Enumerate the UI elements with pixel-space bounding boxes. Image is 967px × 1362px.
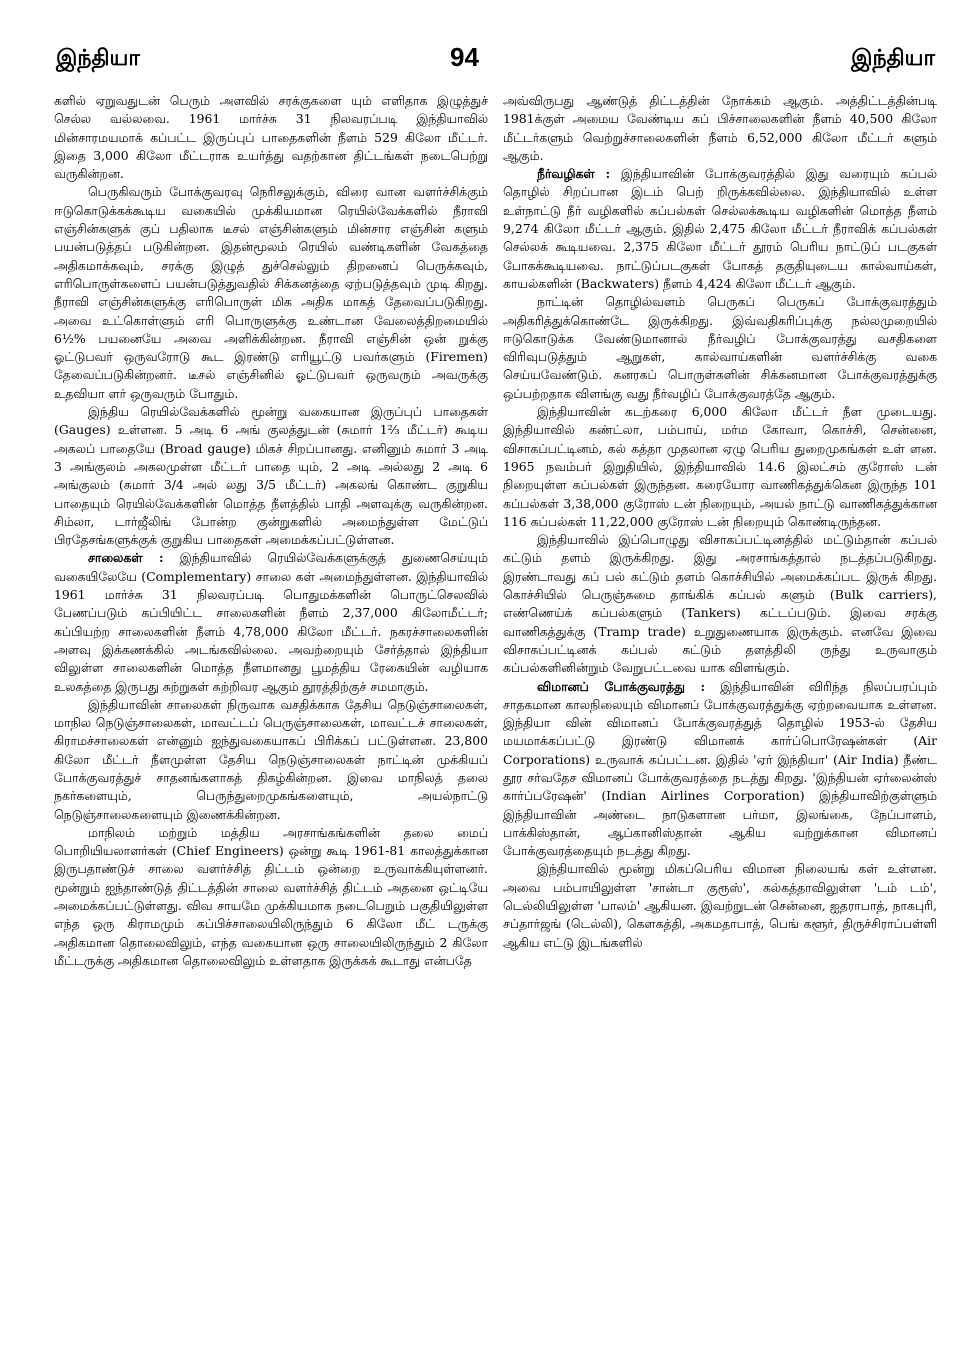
running-title-right: இந்தியா: [851, 46, 935, 71]
paragraph: [503, 403, 937, 531]
paragraph-text: பெருகிவரும் போக்குவரவு நெரிசலுக்கும், விரை வான வளர்ச்சிக்கும் ஈடுகொடுக்கக்கூடிய வகையில் முக்கியமான ரெயில்வேக்களில் நீராவி எஞ்சின்களுக் குப் பதிலாக டீசல் எஞ்சின்களும் மின்சார எஞ்சின் களும் பயன்படுத்தப் படுகின்றன. இதன்மூலம் ரெயில் வண்டிகளின் வேகத்தை அதிகமாக்கவும், சரக்கு இழுத் துச்செல்லும் திறனைப் பெருக்கவும், எரிபொருள்களைப் பயன்படுத்துவதில் சிக்கனத்தை ஏற்படுத்தவும் முடி கிறது. நீராவி எஞ்சின்களுக்கு எரிபொருள் மிக அதிக மாகத் தேவைப்படுகிறது. அவை உட்கொள்ளும் எரி பொருளுக்கு உண்டான வேலைத்திறமையில் 6½% பயனையே அவை அளிக்கின்றன. நீராவி எஞ்சின் ஒன் றுக்கு ஓட்டுபவர் ஒருவரோடு கூட இரண்டு எரியூட்டு பவர்களும் (Firemen) தேவைப்படுகின்றனர். டீசல் எஞ்சினில் ஓட்டுபவர் ஒருவரும் அவருக்கு உதவியா ளர் ஒருவரும் போதும்.: [54, 184, 488, 401]
paragraph: [54, 696, 488, 824]
paragraph: [54, 824, 488, 970]
paragraph: [54, 549, 488, 695]
paragraph-text: இந்தியாவில் மூன்று மிகப்பெரிய விமான நிலையங் கள் உள்ளன. அவை பம்பாயிலுள்ள 'சான்டா குரூஸ்', கல்கத்தாவிலுள்ள 'டம் டம்', டெல்லியிலுள்ள 'பாலம்' ஆகியன. இவற்றுடன் சென்னை, ஐதராபாத், நாகபுரி, சப்தார்ஜங் (டெல்லி), கௌகத்தி, அகமதாபாத், பெங் களூர், திருச்சிராப்பள்ளி ஆகிய எட்டு இடங்களில்: [503, 861, 937, 950]
paragraph: [503, 92, 937, 165]
paragraph-text: இந்தியாவின் கடற்கரை 6,000 கிலோ மீட்டர் நீள முடையது. இந்தியாவில் கண்ட்லா, பம்பாய், மர்ம கோவா, கொச்சி, சென்னை, விசாகப்பட்டினம், கல் கத்தா முதலான ஏழு பெரிய துறைமுகங்கள் உள் ளன. 1965 நவம்பர் இறுதியில், இந்தியாவில் 14.6 இலட்சம் குரோஸ் டன் நிறையுள்ள கப்பல்கள் இருந்தன. கரையோர வாணிகத்துக்கென இருந்த 101 கப்பல்கள் 3,38,000 குரோஸ் டன் நிறையும், அயல் நாட்டு வாணிகத்துக்கான 116 கப்பல்கள் 11,22,000 குரோஸ் டன் நிறையும் கொண்டிருந்தன.: [503, 404, 937, 529]
paragraph: [503, 860, 937, 951]
section-heading: நீர்வழிகள் :: [537, 166, 611, 182]
paragraph-text: இந்தியாவின் போக்குவரத்தில் இது வரையும் கப்பல் தொழில் சிறப்பான இடம் பெற் றிருக்கவில்லை. இந்தியாவில் உள்ள உள்நாட்டு நீர் வழிகளில் கப்பல்கள் செல்லக்கூடிய வழிகளின் மொத்த நீளம் 9,274 கிலோ மீட்டர் ஆகும். இதில் 2,475 கிலோ மீட்டர் நீராவிக் கப்பல்கள் செல்லக் கூடியவை. 2,375 கிலோ மீட்டர் தூரம் பெரிய நாட்டுப் படகுகள் போகக்கூடியவை. நாட்டுப்படகுகள் போகத் தகுதியுடைய கால்வாய்கள், காயல்களின் (Backwaters) நீளம் 4,424 கிலோ மீட்டர் ஆகும்.: [503, 166, 937, 291]
paragraph-text: களில் ஏறுவதுடன் பெரும் அளவில் சரக்குகளை யும் எளிதாக இழுத்துச் செல்ல வல்லவை. 1961 மார்ச்சு 31 நிலவரப்படி இந்தியாவில் மின்சாரமயமாக் கப்பட்ட இருப்புப் பாதைகளின் நீளம் 529 கிலோ மீட்டர். இதை 3,000 கிலோ மீட்டராக உயர்த்து வதற்கான திட்டங்கள் நடைபெற்று வருகின்றன.: [54, 93, 488, 182]
paragraph: [54, 183, 488, 403]
right-column: [503, 92, 937, 1332]
page-number: 94: [450, 42, 479, 72]
paragraph-text: அவ்விருபது ஆண்டுத் திட்டத்தின் நோக்கம் ஆகும். அத்திட்டத்தின்படி 1981க்குள் அமைய வேண்டிய கப் பிச்சாலைகளின் நீளம் 40,500 கிலோ மீட்டர்களும் வெற்றுச்சாலைகளின் நீளம் 6,52,000 கிலோ மீட்டர் களும் ஆகும்.: [503, 93, 937, 163]
paragraph-text: இந்தியாவின் விரிந்த நிலப்பரப்பும் சாதகமான காலநிலையும் விமானப் போக்குவரத்துக்கு ஏற்றவையாக உள்ளன. இந்தியா வின் விமானப் போக்குவரத்துத் தொழில் 1953-ல் தேசிய மயமாக்கப்பட்டு இரண்டு விமானக் கார்ப்பொரேஷன்கள் (Air Corporations) உருவாக் கப்பட்டன. இதில் 'ஏர் இந்தியா' (Air India) நீண்ட தூர சர்வதேச விமானப் போக்குவரத்தை நடத்து கிறது. 'இந்தியன் ஏர்லைன்ஸ் கார்ப்பரேஷன்' (Indian Airlines Corporation) இந்தியாவிற்குள்ளும் இந்தியாவின் அண்டை நாடுகளான பர்மா, இலங்கை, நேப்பாளம், பாக்கிஸ்தான், ஆப்கானிஸ்தான் ஆகிய வற்றுக்கான விமானப் போக்குவரத்தையும் நடத்து கிறது.: [503, 678, 937, 859]
section-heading: சாலைகள் :: [88, 550, 164, 566]
paragraph: [503, 293, 937, 403]
paragraph: [503, 531, 937, 677]
running-title-left: இந்தியா: [56, 46, 140, 71]
paragraph-text: இந்தியாவில் ரெயில்வேக்களுக்குத் துணைசெய்யும் வகையிலேயே (Complementary) சாலை கள் அமைந்துள்ளன. இந்தியாவில் 1961 மார்ச்சு 31 நிலவரப்படி பொதுமக்களின் பொருட்செலவில் பேணப்படும் கப்பியிட்ட சாலைகளின் நீளம் 2,37,000 கிலோமீட்டர்; கப்பியற்ற சாலைகளின் நீளம் 4,78,000 கிலோ மீட்டர். நகரச்சாலைகளின் அளவு இக்கணக்கில் அடங்கவில்லை. அவற்றையும் சேர்த்தால் இந்தியா விலுள்ள சாலைகளின் மொத்த நீளமானது பூமத்திய ரேகையின் வழியாக உலகத்தை இருபது சுற்றுகள் சுற்றிவர ஆகும் தூரத்திற்குச் சமமாகும்.: [54, 550, 488, 694]
page-header: [0, 42, 967, 86]
paragraph: [503, 678, 937, 861]
paragraph: [54, 92, 488, 183]
section-heading: விமானப் போக்குவரத்து :: [537, 678, 706, 694]
paragraph-text: இந்திய ரெயில்வேக்களில் மூன்று வகையான இருப்புப் பாதைகள் (Gauges) உள்ளன. 5 அடி 6 அங் குலத்துடன் (சுமார் 1⅔ மீட்டர்) கூடிய அகலப் பாதையே (Broad gauge) மிகச் சிறப்பானது. எனினும் சுமார் 3 அடி 3 அங்குலம் அகலமுள்ள மீட்டர் பாதை யும், 2 அடி அல்லது 2 அடி 6 அங்குலம் (சுமார் 3/4 அல் லது 3/5 மீட்டர்) அகலங் கொண்ட குறுகிய பாதையும் ரெயில்வேக்களின் மொத்த நீளத்தில் பாதி அளவுக்கு வருகின்றன. சிம்லா, டார்ஜீலிங் போன்ற குன்றுகளில் அமைந்துள்ள மேட்டுப் பிரதேசங்களுக்குக் குறுகிய பாதைகள் அமைக்கப்பட்டுள்ளன.: [54, 404, 488, 548]
paragraph: [54, 403, 488, 549]
left-column: [54, 92, 488, 1332]
paragraph-text: மாநிலம் மற்றும் மத்திய அரசாங்கங்களின் தலை மைப் பொறியியலாளர்கள் (Chief Engineers) ஒன்று கூடி 1961-81 காலத்துக்கான இருபதாண்டுச் சாலை வளர்ச்சித் திட்டம் ஒன்றை உருவாக்கியுள்ளனர். மூன்றும் ஐந்தாண்டுத் திட்டத்தின் சாலை வளர்ச்சித் திட்டம் அதனை ஒட்டியே அமைக்கப்பட்டுள்ளது. விவ சாயமே முக்கியமாக நடைபெறும் பகுதியிலுள்ள எந்த ஒரு கிராமமும் கப்பிச்சாலையிலிருந்தும் 6 கிலோ மீட் டருக்கு அதிகமான தொலைவிலும், எந்த வகையான ஒரு சாலையிலிருந்தும் 2 கிலோ மீட்டருக்கு அதிகமான தொலைவிலும் உள்ளதாக இருக்கக் கூடாது என்பதே: [54, 824, 488, 968]
paragraph-text: நாட்டின் தொழில்வளம் பெருகப் பெருகப் போக்குவரத்தும் அதிகரித்துக்கொண்டே இருக்கிறது. இவ்வதிகரிப்புக்கு நல்லமுறையில் ஈடுகொடுக்க வேண்டுமானால் நீர்வழிப் போக்குவரத்து வசதிகளை விரிவுபடுத்தும் ஆறுகள், கால்வாய்களின் வளர்ச்சிக்கு வகை செய்யவேண்டும். கனரகப் பொருள்களின் சிக்கனமான போக்குவரத்துக்கு ஒப்பற்றதாக விளங்கு வது நீர்வழிப் போக்குவரத்தே ஆகும்.: [503, 294, 937, 401]
paragraph: [503, 165, 937, 293]
paragraph-text: இந்தியாவின் சாலைகள் நிருவாக வசதிக்காக தேசிய நெடுஞ்சாலைகள், மாநில நெடுஞ்சாலைகள், மாவட்டப் பெருஞ்சாலைகள், மாவட்டச் சாலைகள், கிராமச்சாலைகள் என்னும் ஐந்துவகையாகப் பிரிக்கப் பட்டுள்ளன. 23,800 கிலோ மீட்டர் நீளமுள்ள தேசிய நெடுஞ்சாலைகள் நாட்டின் முக்கியப் போக்குவரத்துச் சாதனங்களாகத் திகழ்கின்றன. இவை மாநிலத் தலை நகர்களையும், பெருந்துறைமுகங்களையும், அயல்நாட்டு நெடுஞ்சாலைகளையும் இணைக்கின்றன.: [54, 696, 488, 822]
paragraph-text: இந்தியாவில் இப்பொழுது விசாகப்பட்டினத்தில் மட்டும்தான் கப்பல் கட்டும் தளம் இருக்கிறது. இது அரசாங்கத்தால் நடத்தப்படுகிறது. இரண்டாவது கப் பல் கட்டும் தளம் கொச்சியில் அமைக்கப்பட இருக் கிறது. கொச்சியில் பெருஞ்சுமை தாங்கிக் கப்பல் களும் (Bulk carriers), எண்ணெய்க் கப்பல்களும் (Tankers) கட்டப்படும். இவை சரக்கு வாணிகத்துக்கு (Tramp trade) உறுதுணையாக இருக்கும். எனவே இவை விசாகப்பட்டினக் கப்பல் கட்டும் தளத்திலி ருந்து உருவாகும் கப்பல்களினின்றும் வேறுபட்டவை யாக விளங்கும்.: [503, 532, 937, 676]
